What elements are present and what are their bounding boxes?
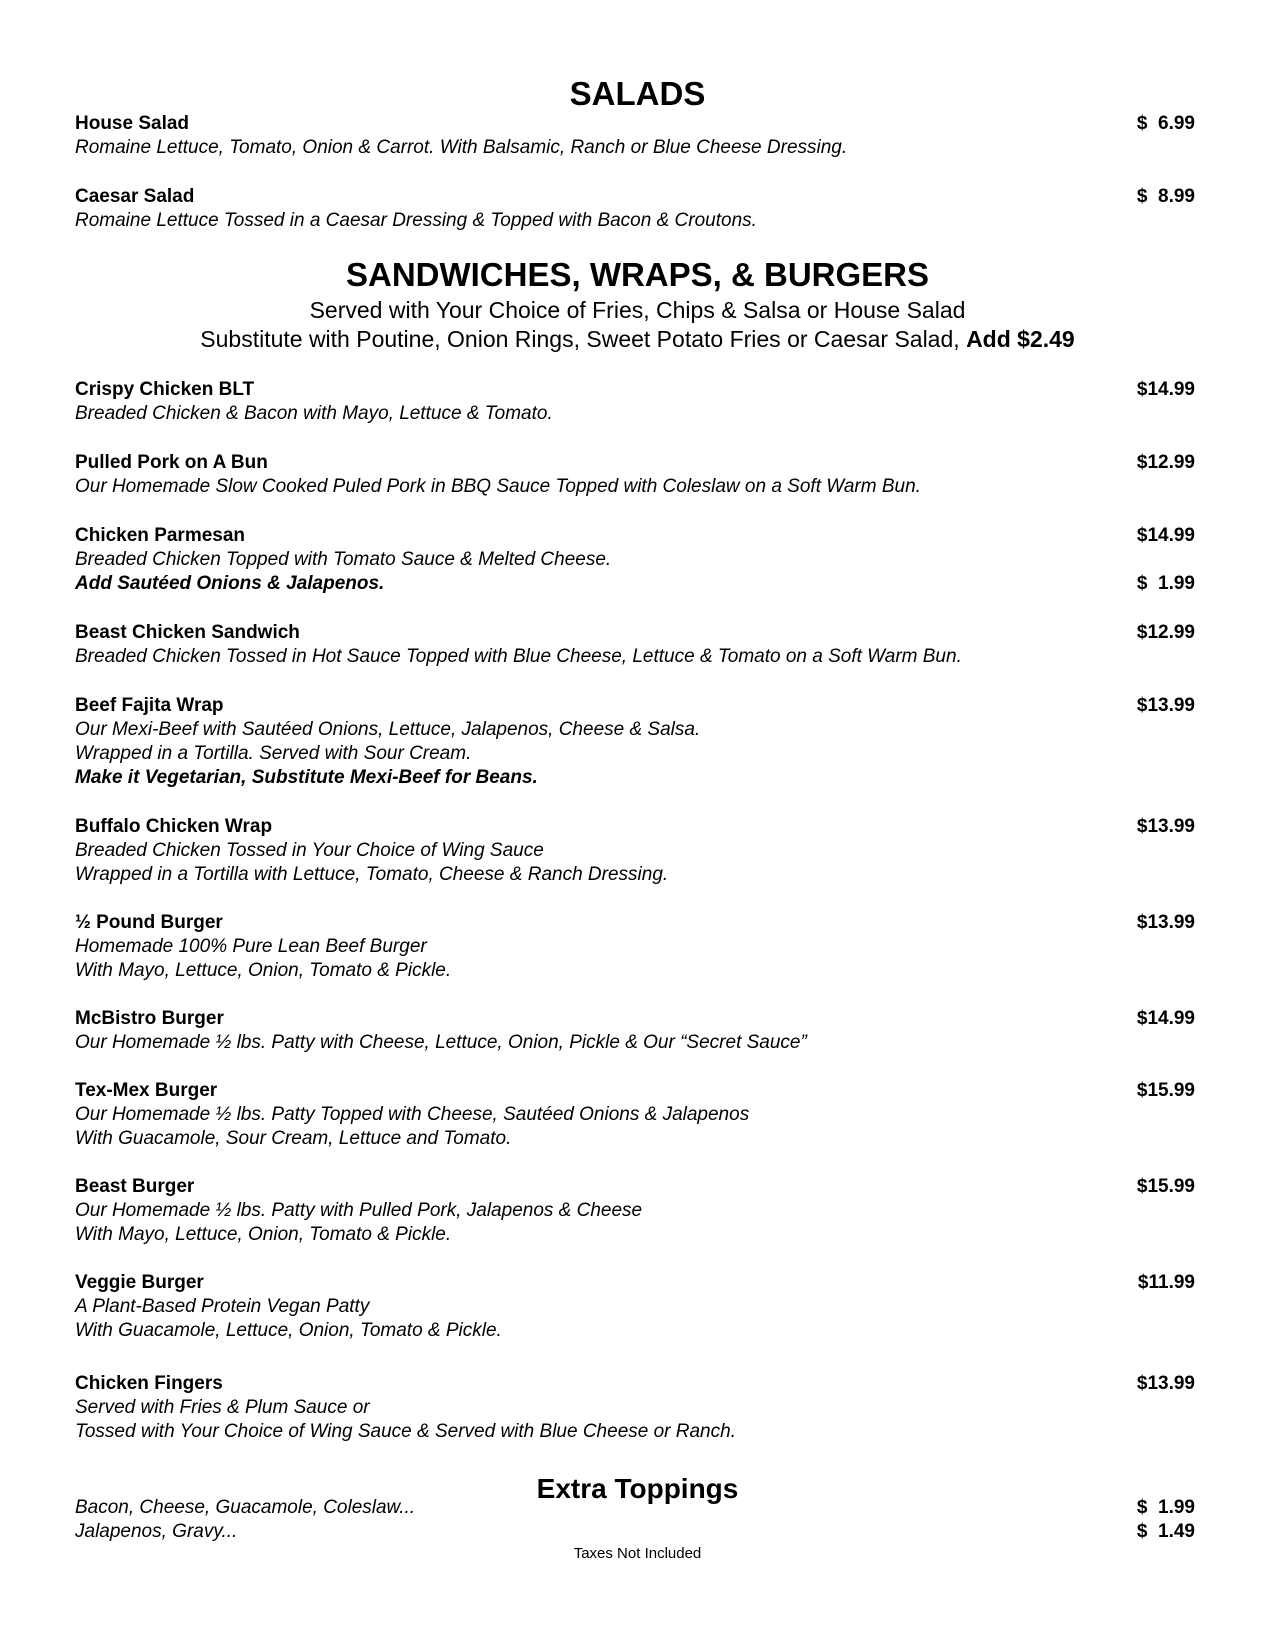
- item-name: McBistro Burger: [75, 1008, 224, 1029]
- item-description: With Guacamole, Lettuce, Onion, Tomato & Pickle.: [75, 1320, 502, 1341]
- item-name: Chicken Fingers: [75, 1373, 223, 1394]
- menu-item: [75, 911, 1195, 983]
- item-description: With Mayo, Lettuce, Onion, Tomato & Pickle.: [75, 1224, 452, 1245]
- extra-item: Bacon, Cheese, Guacamole, Coleslaw...: [75, 1497, 416, 1518]
- item-description: Tossed with Your Choice of Wing Sauce & Served with Blue Cheese or Ranch.: [75, 1421, 736, 1442]
- item-name: Pulled Pork on A Bun: [75, 452, 268, 473]
- item-price: $14.99: [1136, 525, 1195, 546]
- substitute-price: Add $2.49: [966, 326, 1075, 352]
- menu-item: [75, 524, 1195, 596]
- extras-list: [75, 1496, 1195, 1544]
- menu-item: [75, 1175, 1195, 1247]
- menu-item: [75, 378, 1195, 426]
- item-name: Beef Fajita Wrap: [75, 695, 224, 716]
- menu-item: [75, 1271, 1195, 1343]
- extra-item: Jalapenos, Gravy...: [75, 1521, 238, 1542]
- item-description: Wrapped in a Tortilla. Served with Sour Cream.: [75, 743, 472, 764]
- addon-price: $ 1.99: [1136, 573, 1195, 594]
- sandwiches-heading: SANDWICHES, WRAPS, & BURGERS: [345, 256, 930, 293]
- item-description: Our Homemade ½ lbs. Patty with Pulled Pork, Jalapenos & Cheese: [75, 1200, 643, 1221]
- item-price: $15.99: [1136, 1080, 1195, 1101]
- item-name: House Salad: [75, 113, 190, 134]
- item-price: $14.99: [1136, 379, 1195, 400]
- item-name: Beast Burger: [75, 1176, 195, 1197]
- item-price: $14.99: [1136, 1008, 1195, 1029]
- item-description: Our Mexi-Beef with Sautéed Onions, Lettuce, Jalapenos, Cheese & Salsa.: [75, 719, 701, 740]
- item-description: With Mayo, Lettuce, Onion, Tomato & Pickle.: [75, 960, 452, 981]
- item-price: $13.99: [1136, 695, 1195, 716]
- sandwiches-substitute-note: Substitute with Poutine, Onion Rings, Sweet Potato Fries or Caesar Salad, Add $2.49: [200, 326, 1075, 352]
- item-price: $ 8.99: [1136, 186, 1195, 207]
- item-name: Chicken Parmesan: [75, 525, 246, 546]
- item-description: Served with Fries & Plum Sauce or: [75, 1397, 370, 1418]
- menu-item: [75, 185, 1195, 233]
- item-name: Veggie Burger: [75, 1272, 204, 1293]
- item-name: Beast Chicken Sandwich: [75, 622, 300, 643]
- item-addon: Add Sautéed Onions & Jalapenos.: [75, 573, 385, 594]
- item-description: Breaded Chicken & Bacon with Mayo, Lettuce & Tomato.: [75, 403, 553, 424]
- menu-item: [75, 815, 1195, 887]
- sandwiches-subheading: Served with Your Choice of Fries, Chips & Salsa or House Salad: [309, 297, 966, 323]
- extra-price: $ 1.49: [1136, 1521, 1195, 1542]
- extras-heading: Extra Toppings: [536, 1473, 739, 1504]
- item-description: Our Homemade Slow Cooked Puled Pork in BBQ Sauce Topped with Coleslaw on a Soft Warm Bun.: [75, 476, 921, 497]
- menu-item: [75, 621, 1195, 669]
- item-name: Tex-Mex Burger: [75, 1080, 218, 1101]
- item-description: Romaine Lettuce, Tomato, Onion & Carrot. With Balsamic, Ranch or Blue Cheese Dressing.: [75, 137, 848, 158]
- item-description: Homemade 100% Pure Lean Beef Burger: [75, 936, 427, 957]
- item-price: $11.99: [1137, 1272, 1195, 1293]
- menu-item: [75, 112, 1195, 160]
- menu-item: [75, 1372, 1195, 1444]
- item-name: Buffalo Chicken Wrap: [75, 816, 273, 837]
- item-description: Breaded Chicken Tossed in Hot Sauce Topped with Blue Cheese, Lettuce & Tomato on a Soft Warm Bun.: [75, 646, 962, 667]
- menu-item: [75, 1007, 1195, 1055]
- item-price: $13.99: [1136, 1373, 1195, 1394]
- taxes-footer: Taxes Not Included: [573, 1545, 702, 1562]
- item-price: $ 6.99: [1136, 113, 1195, 134]
- item-description: Breaded Chicken Tossed in Your Choice of Wing Sauce: [75, 840, 544, 861]
- item-price: $15.99: [1136, 1176, 1195, 1197]
- item-description: Wrapped in a Tortilla with Lettuce, Tomato, Cheese & Ranch Dressing.: [75, 864, 669, 885]
- menu-item: [75, 1079, 1195, 1151]
- item-description: Romaine Lettuce Tossed in a Caesar Dressing & Topped with Bacon & Croutons.: [75, 210, 757, 231]
- item-description: Breaded Chicken Topped with Tomato Sauce & Melted Cheese.: [75, 549, 612, 570]
- item-name: Caesar Salad: [75, 186, 195, 207]
- item-price: $12.99: [1136, 622, 1195, 643]
- item-description: With Guacamole, Sour Cream, Lettuce and Tomato.: [75, 1128, 512, 1149]
- item-description: Our Homemade ½ lbs. Patty Topped with Cheese, Sautéed Onions & Jalapenos: [75, 1104, 750, 1125]
- item-price: $13.99: [1136, 912, 1195, 933]
- menu-item: [75, 694, 1195, 790]
- extra-price: $ 1.99: [1136, 1497, 1195, 1518]
- item-note: Make it Vegetarian, Substitute Mexi-Beef for Beans.: [75, 767, 538, 788]
- salads-heading: SALADS: [569, 75, 706, 112]
- item-price: $12.99: [1136, 452, 1195, 473]
- item-description: A Plant-Based Protein Vegan Patty: [75, 1296, 370, 1317]
- item-price: $13.99: [1136, 816, 1195, 837]
- item-name: ½ Pound Burger: [75, 912, 223, 933]
- menu-item: [75, 451, 1195, 499]
- item-name: Crispy Chicken BLT: [75, 379, 255, 400]
- item-description: Our Homemade ½ lbs. Patty with Cheese, Lettuce, Onion, Pickle & Our “Secret Sauce”: [75, 1032, 807, 1053]
